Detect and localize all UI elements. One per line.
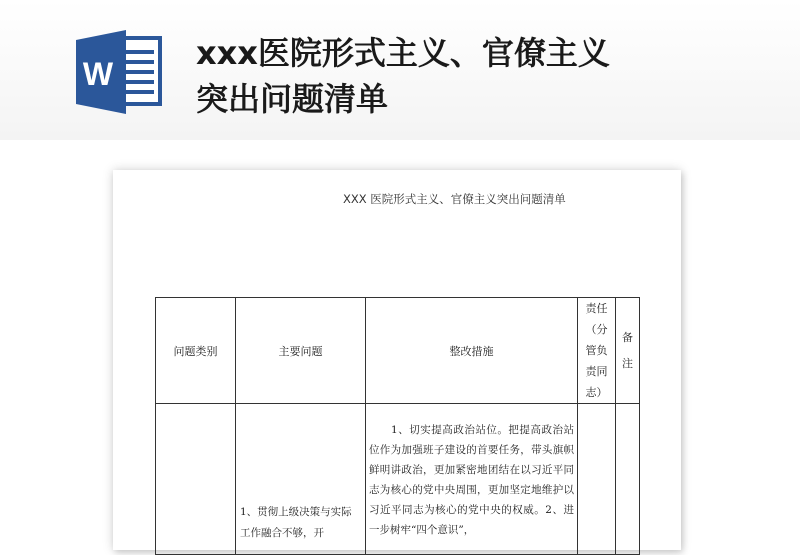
cell-measures — [366, 404, 578, 555]
banner-title-line2: 突出问题清单 — [196, 80, 389, 118]
issues-table — [155, 297, 640, 555]
svg-text:W: W — [82, 56, 114, 92]
cell-measures-text: 1、切实提高政治站位。把提高政治站位作为加强班子建设的首要任务，带头旗帜鲜明讲政治，更加紧密地团结在以习近平同志为核心的党中央周围，更加坚定地维护以习近平同志为核心的党中央的权威。2、进一步树牢“四个意识”， — [369, 424, 574, 536]
cell-type — [156, 404, 236, 555]
document-page — [113, 170, 681, 550]
table-header-row — [156, 298, 640, 404]
banner-title-line1: xxx医院形式主义、官僚主义 — [196, 34, 610, 72]
header-note: 备注 — [616, 298, 640, 404]
document-title: XXX 医院形式主义、官僚主义突出问题清单 — [343, 192, 566, 206]
header-responsible: 责任（分管负责同志） — [578, 298, 616, 404]
cell-problem-text: 1、贯彻上级决策与实际工作融合不够，开 — [240, 506, 352, 539]
table-row — [156, 404, 640, 555]
cell-responsible — [578, 404, 616, 555]
cell-problem — [236, 404, 366, 555]
banner-title — [196, 30, 756, 122]
header-measures: 整改措施 — [366, 298, 578, 404]
word-doc-icon — [74, 30, 164, 114]
header-problem: 主要问题 — [236, 298, 366, 404]
header-type: 问题类别 — [156, 298, 236, 404]
cell-note — [616, 404, 640, 555]
